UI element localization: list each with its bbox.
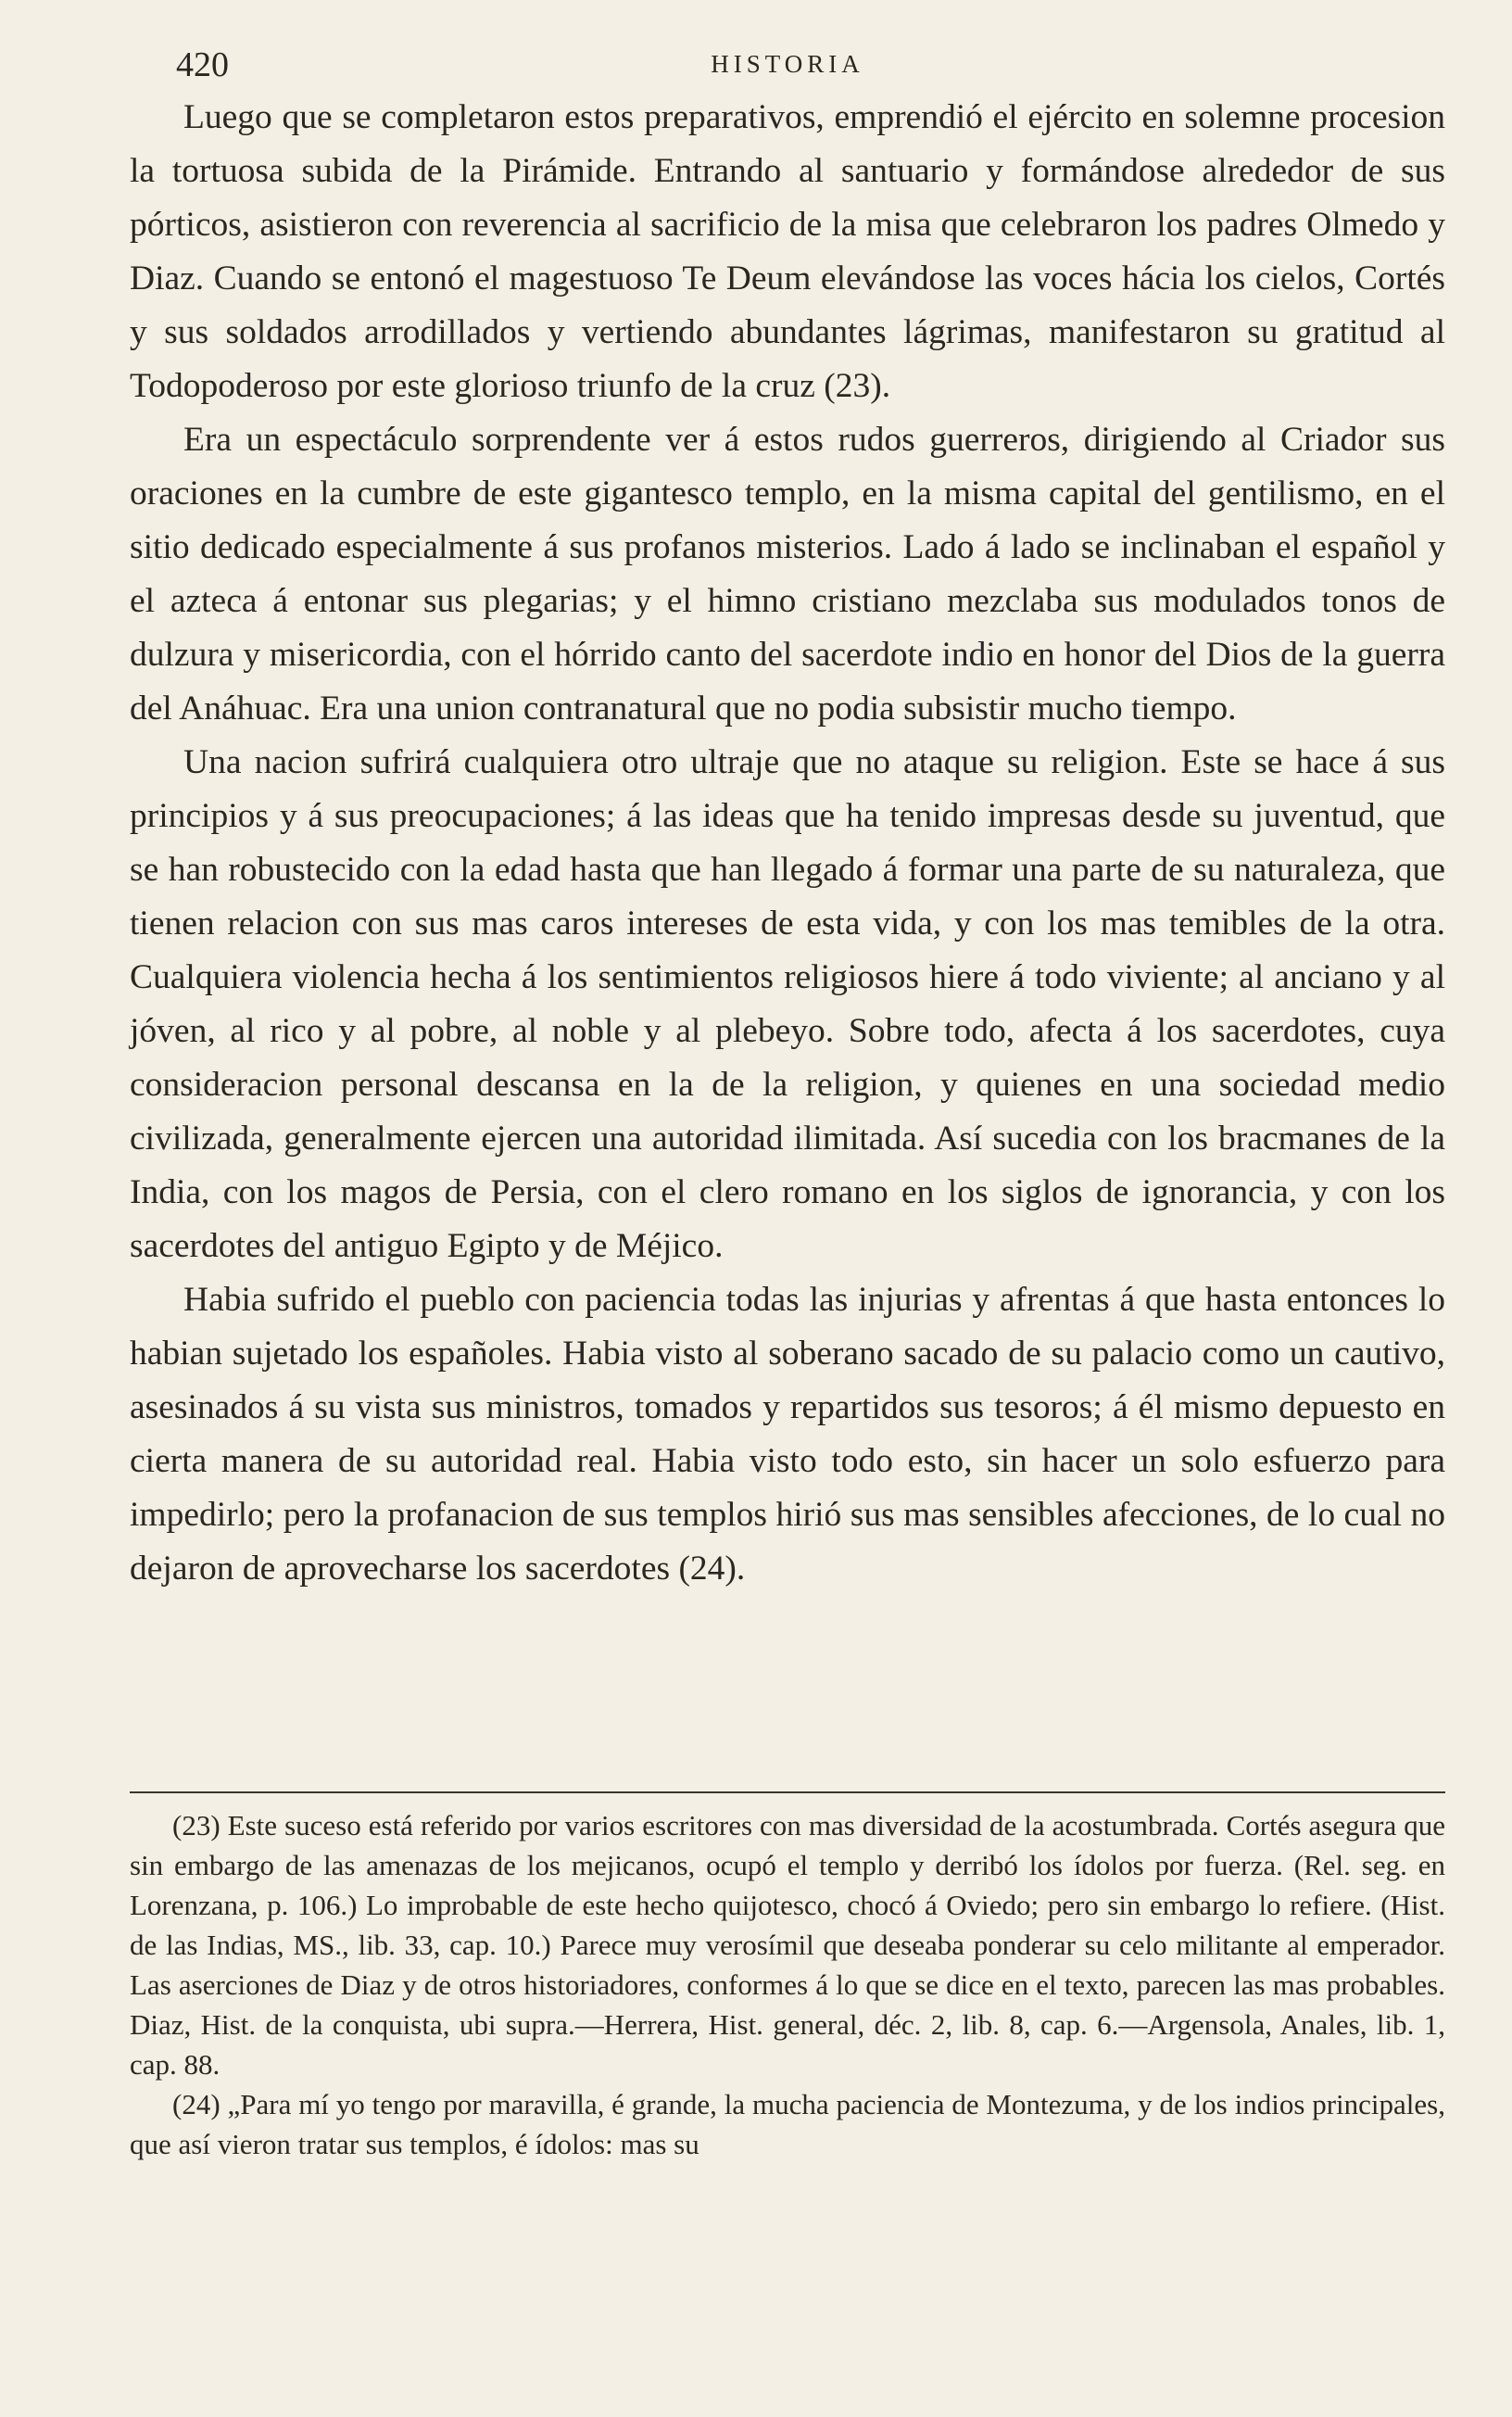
footnote: (23) Este suceso está referido por varios escritores con mas diversidad de la acostumbrada. Cortés asegura que sin embargo de las amenazas de los mejicanos, ocupó el templo y derribó los ídolos por fuerza. (Rel. seg. en Lorenzana, p. 106.) Lo improbable de este hecho quijotesco, chocó á Oviedo; pero sin embargo lo refiere. (Hist. de las Indias, MS., lib. 33, cap. 10.) Parece muy verosímil que deseaba ponderar su celo militante al emperador. Las aserciones de Diaz y de otros historiadores, conformes á lo que se dice en el texto, parecen las mas probables. Diaz, Hist. de la conquista, ubi supra.—Herrera, Hist. general, déc. 2, lib. 8, cap. 6.—Argensola, Anales, lib. 1, cap. 88.	[130, 1809, 1445, 2081]
footnote-divider	[130, 1791, 1445, 1793]
footnote: (24) „Para mí yo tengo por maravilla, é grande, la mucha paciencia de Montezuma, y de los indios principales, que así vieron tratar sus templos, é ídolos: mas su	[130, 2088, 1445, 2160]
paragraph: Luego que se completaron estos preparativos, emprendió el ejército en solemne procesion la tortuosa subida de la Pirámide. Entrando al santuario y formándose alrededor de sus pórticos, asistieron con reverencia al sacrificio de la misa que celebraron los padres Olmedo y Diaz. Cuando se entonó el magestuoso Te Deum elevándose las voces hácia los cielos, Cortés y sus soldados arrodillados y vertiendo abundantes lágrimas, manifestaron su gratitud al Todopoderoso por este glorioso triunfo de la cruz (23).	[130, 98, 1445, 405]
paragraph: Una nacion sufrirá cualquiera otro ultraje que no ataque su religion. Este se hace á sus principios y á sus preocupaciones; á las ideas que ha tenido impresas desde su juventud, que se han robustecido con la edad hasta que han llegado á formar una parte de su naturaleza, que tienen relacion con sus mas caros intereses de esta vida, y con los mas temibles de la otra. Cualquiera violencia hecha á los sentimientos religiosos hiere á todo viviente; al anciano y al jóven, al rico y al pobre, al noble y al plebeyo. Sobre todo, afecta á los sacerdotes, cuya consideracion personal descansa en la de la religion, y quienes en una sociedad medio civilizada, generalmente ejercen una autoridad ilimitada. Así sucedia con los bracmanes de la India, con los magos de Persia, con el clero romano en los siglos de ignorancia, y con los sacerdotes del antiguo Egipto y de Méjico.	[130, 743, 1445, 1265]
main-text	[130, 91, 1445, 1596]
page-number: 420	[176, 45, 229, 84]
paragraph: Habia sufrido el pueblo con paciencia todas las injurias y afrentas á que hasta entonces lo habian sujetado los españoles. Habia visto al soberano sacado de su palacio como un cautivo, asesinados á su vista sus ministros, tomados y repartidos sus tesoros; á él mismo depuesto en cierta manera de su autoridad real. Habia visto todo esto, sin hacer un solo esfuerzo para impedirlo; pero la profanacion de sus templos hirió sus mas sensibles afecciones, de lo cual no dejaron de aprovecharse los sacerdotes (24).	[130, 1281, 1445, 1588]
running-head	[130, 37, 1445, 89]
footnotes	[130, 1805, 1445, 2164]
running-head-title: HISTORIA	[711, 50, 864, 78]
paragraph: Era un espectáculo sorprendente ver á estos rudos guerreros, dirigiendo al Criador sus oraciones en la cumbre de este gigantesco templo, en la misma capital del gentilismo, en el sitio dedicado especialmente á sus profanos misterios. Lado á lado se inclinaban el español y el azteca á entonar sus plegarias; y el himno cristiano mezclaba sus modulados tonos de dulzura y misericordia, con el hórrido canto del sacerdote indio en honor del Dios de la guerra del Anáhuac. Era una union contranatural que no podia subsistir mucho tiempo.	[130, 421, 1445, 728]
book-page	[130, 37, 1445, 2160]
